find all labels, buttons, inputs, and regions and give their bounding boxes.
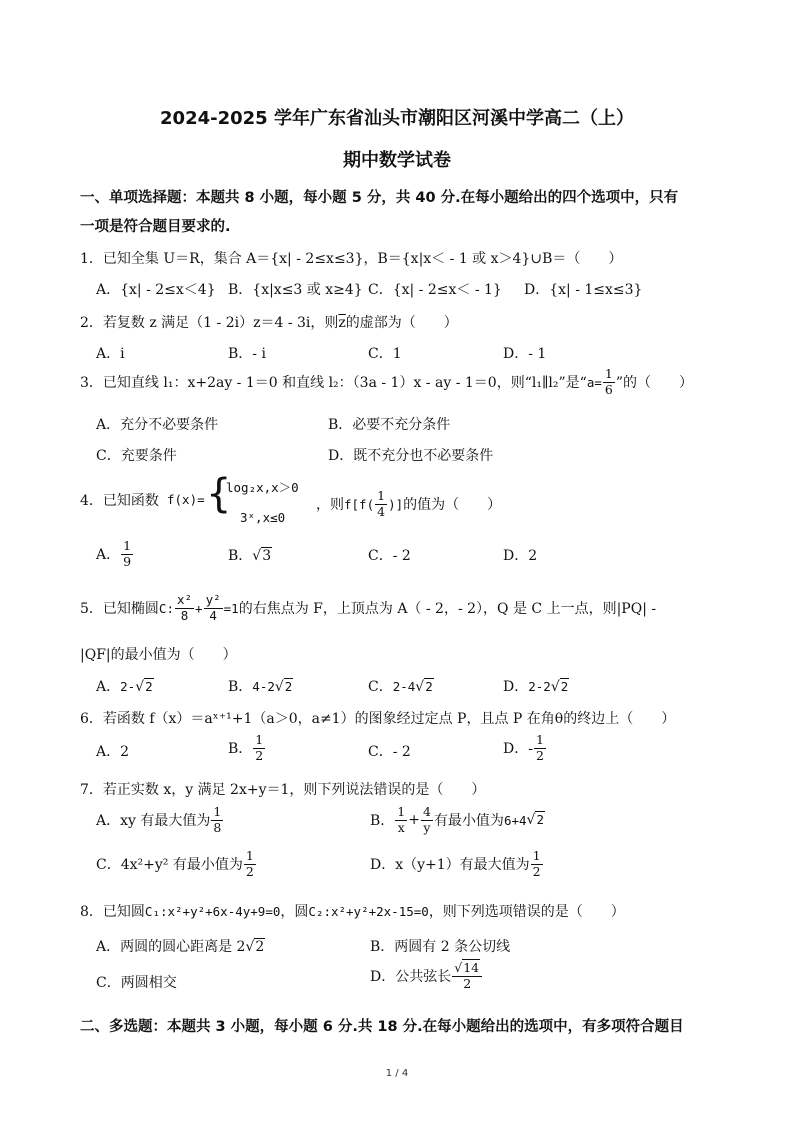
q8-stem-a: 8．已知圆: [80, 904, 145, 920]
q7-d-fraction: [531, 850, 543, 878]
q8-option-b: B．两圆有 2 条公切线: [370, 939, 511, 955]
q4-stem-rest: [316, 490, 501, 518]
q7-b-num2: 4: [422, 804, 431, 819]
q6-option-a: A．2: [96, 744, 130, 760]
q3-frac-den: 6: [604, 381, 613, 397]
q5-frac2-den: 4: [209, 607, 217, 623]
q8-d-sqrt: √14: [454, 960, 480, 975]
q7-b-frac2: [421, 806, 433, 834]
q5-stem-line1: [80, 594, 656, 622]
q7-b-radicand: 2: [536, 812, 544, 827]
q5-frac1-num: x²: [176, 592, 193, 607]
q7-b-den1: x: [397, 819, 405, 835]
q4-a-den: 9: [123, 553, 132, 569]
q7-b-num1: 1: [397, 804, 406, 819]
q7-c-num: 1: [245, 848, 254, 863]
q6-b-den: 2: [255, 747, 264, 763]
q7-c-fraction: [244, 850, 256, 878]
q2-option-a: A．i: [96, 346, 125, 362]
q4-b-radicand: 3: [262, 548, 272, 564]
q1-option-a: A．{x| - 2≤x＜4}: [96, 282, 216, 298]
q1-option-b: B．{x|x≤3 或 x≥4}: [228, 282, 363, 298]
q5-c-radicand: 2: [425, 679, 433, 694]
q5-option-d: [503, 676, 569, 696]
q8-d-radicand: 14: [463, 960, 480, 975]
q8-a-radicand: 2: [255, 939, 265, 955]
q4-stem-b: ，则: [316, 497, 344, 513]
q7-b-den2: y: [423, 819, 431, 835]
q8-d-num: [452, 962, 482, 977]
q3-stem: [80, 368, 693, 396]
q6-d-label: D．-: [503, 741, 533, 757]
q5-b-sqrt: √2: [274, 679, 293, 695]
q8-d-den: 2: [463, 975, 472, 991]
q5-ellipse-frac2: [204, 594, 223, 622]
section1-heading-line1: 一、单项选择题：本题共 8 小题，每小题 5 分，共 40 分.在每小题给出的四个选项中，只有: [80, 190, 679, 206]
q4-option-a: [96, 540, 134, 568]
q4-a-fraction: [121, 540, 133, 568]
q5-stem-a: 5．已知椭圆: [80, 601, 159, 617]
q6-option-c: C．- 2: [368, 744, 411, 760]
q7-option-b: [370, 806, 545, 834]
q7-d-text: D．x（y+1）有最大值为: [370, 857, 530, 873]
q7-b-plus: +: [408, 812, 420, 828]
q5-d-label: D．: [503, 679, 529, 695]
q8-stem-c: ，则下列选项错误的是（ ）: [428, 904, 625, 920]
q3-frac-num: 1: [604, 366, 613, 381]
q8-circle2: C₂:x²+y²+2x-15=0: [308, 903, 429, 919]
q1-option-d: D．{x| - 1≤x≤3}: [524, 282, 643, 298]
q4-fx: f(x)=: [167, 492, 205, 507]
q5-stem-b: 的右焦点为 F，上顶点为 A（ - 2，- 2），Q 是 C 上一点，则|PQ| -: [238, 601, 657, 617]
q3-option-c: C．充要条件: [96, 448, 177, 464]
q8-a-sqrt: √2: [245, 939, 265, 955]
q5-c-sqrt: √2: [415, 679, 433, 695]
q4-b-label: B．: [228, 548, 253, 564]
q7-c-den: 2: [245, 863, 254, 879]
q8-d-fraction: [452, 962, 482, 990]
q5-a-sqrt: √2: [135, 679, 153, 695]
q4-b-sqrt: √3: [252, 548, 272, 564]
q7-a-fraction: [211, 806, 223, 834]
q6-option-d: [503, 734, 547, 762]
q5-plus: +: [195, 600, 203, 616]
q5-b-radicand: 2: [284, 679, 293, 694]
q7-stem: 7．若正实数 x，y 满足 2x+y＝1，则下列说法错误的是（ ）: [80, 782, 486, 798]
q6-d-fraction: [534, 734, 546, 762]
q5-d-pre: 2-2: [528, 679, 551, 694]
section1-heading-line2: 一项是符合题目要求的.: [80, 219, 231, 235]
q7-b-text: 有最小值为: [433, 813, 504, 829]
page-number: 1 / 4: [385, 1068, 409, 1079]
q8-stem-b: ，圆: [280, 904, 309, 920]
q4-frac-den: 4: [377, 503, 386, 519]
q4-case2: 3ˣ,x≤0: [240, 510, 286, 525]
q4-stem-a: 4．已知函数: [80, 493, 159, 509]
q7-option-a: [96, 806, 224, 834]
q4-option-d: D．2: [503, 548, 538, 564]
q5-c-label: C．: [368, 679, 393, 695]
q8-option-c: C．两圆相交: [96, 975, 177, 991]
q8-circle1: C₁:x²+y²+6x-4y+9=0: [144, 903, 281, 919]
q4-brace: {: [206, 471, 232, 517]
q5-eq-one: =1: [223, 600, 239, 616]
q5-d-sqrt: √2: [550, 679, 569, 695]
q4-frac-num: 1: [377, 488, 386, 503]
q6-option-b: [228, 734, 266, 762]
q4-a-num: 1: [123, 538, 132, 553]
q5-a-pre: 2-: [120, 679, 136, 694]
q4-ff-b: )]: [388, 496, 404, 512]
q4-ff-a: f[f(: [344, 496, 375, 512]
q7-d-den: 2: [532, 863, 541, 879]
q8-stem: [80, 901, 625, 921]
q1-stem: 1．已知全集 U＝R，集合 A＝{x| - 2≤x≤3}，B＝{x|x＜ - 1 或 x＞4}∪B＝（ ）: [80, 251, 623, 267]
q3-option-d: D．既不充分也不必要条件: [328, 448, 494, 464]
q5-option-a: [96, 676, 154, 696]
q4-stem-c: 的值为（ ）: [403, 497, 502, 513]
q2-zbar: $\overline{z}$: [338, 315, 346, 331]
q5-ellipse-frac1: [175, 594, 194, 622]
q6-stem: 6．若函数 f（x）＝aˣ⁺¹+1（a＞0，a≠1）的图象经过定点 P，且点 P 在角θ的终边上（ ）: [80, 711, 676, 727]
q4-option-c: C．- 2: [368, 548, 411, 564]
q7-b-frac1: [395, 806, 407, 834]
section2-heading: 二、多选题：本题共 3 小题，每小题 6 分.共 18 分.在每小题给出的选项中，有多项符合题目: [80, 1019, 684, 1035]
q6-d-num: 1: [535, 732, 544, 747]
q7-c-text: C．4x²+y² 有最小值为: [96, 857, 243, 873]
q5-frac2-num: y²: [205, 592, 221, 607]
q3-stem-a: 3．已知直线 l₁：x+2ay - 1＝0 和直线 l₂：（3a - 1）x - ay - 1＝0，则“l₁∥l₂”是“: [80, 375, 587, 391]
q8-d-text: D．公共弦长: [370, 969, 452, 985]
q2-option-d: D．- 1: [503, 346, 547, 362]
q7-b-label: B．: [370, 813, 395, 829]
q5-a-label: A．: [96, 679, 121, 695]
q8-option-a: [96, 936, 265, 956]
q5-ellipse-name: C:: [158, 600, 174, 616]
q4-case1: log₂x,x＞0: [226, 480, 299, 495]
q7-a-num: 1: [213, 804, 222, 819]
q8-a-text: A．两圆的圆心距离是 2: [96, 939, 246, 955]
q5-frac1-den: 8: [180, 607, 189, 623]
q5-option-c: [368, 676, 434, 696]
q4-a-label: A．: [96, 547, 121, 563]
q5-c-pre: 2-4: [392, 679, 416, 694]
q4-fraction: [375, 490, 387, 518]
q6-b-label: B．: [228, 741, 253, 757]
q5-stem-line2: |QF|的最小值为（ ）: [80, 647, 237, 663]
q6-b-fraction: [253, 734, 265, 762]
q3-fraction: [603, 368, 615, 396]
q8-option-d: [370, 962, 483, 990]
q7-d-num: 1: [532, 848, 541, 863]
q2-stem-a: 2．若复数 z 满足（1 - 2i）z＝4 - 3i，则: [80, 315, 339, 331]
q2-stem-b: 的虚部为（ ）: [345, 315, 458, 331]
q3-option-b: B．必要不充分条件: [328, 417, 451, 433]
q5-b-pre: 4-2: [252, 679, 275, 694]
q7-a-den: 8: [213, 819, 222, 835]
q3-option-a: A．充分不必要条件: [96, 417, 219, 433]
q2-stem: [80, 312, 458, 332]
exam-title-line2: 期中数学试卷: [343, 150, 451, 171]
exam-title-line1: 2024-2025 学年广东省汕头市潮阳区河溪中学高二（上）: [160, 108, 634, 129]
q1-option-c: C．{x| - 2≤x＜ - 1}: [368, 282, 502, 298]
q5-b-label: B．: [228, 679, 253, 695]
q6-d-den: 2: [535, 747, 544, 763]
q7-option-c: [96, 850, 257, 878]
q3-a-eq: a=: [586, 374, 602, 390]
q7-option-d: [370, 850, 544, 878]
q5-d-radicand: 2: [560, 679, 569, 694]
q7-b-sqrt: √2: [526, 812, 544, 828]
q7-b-value: 6+4: [503, 812, 527, 828]
q2-option-c: C．1: [368, 346, 402, 362]
q7-a-text: A．xy 有最大值为: [96, 813, 211, 829]
q6-b-num: 1: [255, 732, 264, 747]
q4-option-b: [228, 545, 272, 565]
q2-option-b: B．- i: [228, 346, 266, 362]
q5-option-b: [228, 676, 293, 696]
q3-stem-b: ”的（ ）: [615, 375, 693, 391]
q5-a-radicand: 2: [145, 679, 153, 694]
